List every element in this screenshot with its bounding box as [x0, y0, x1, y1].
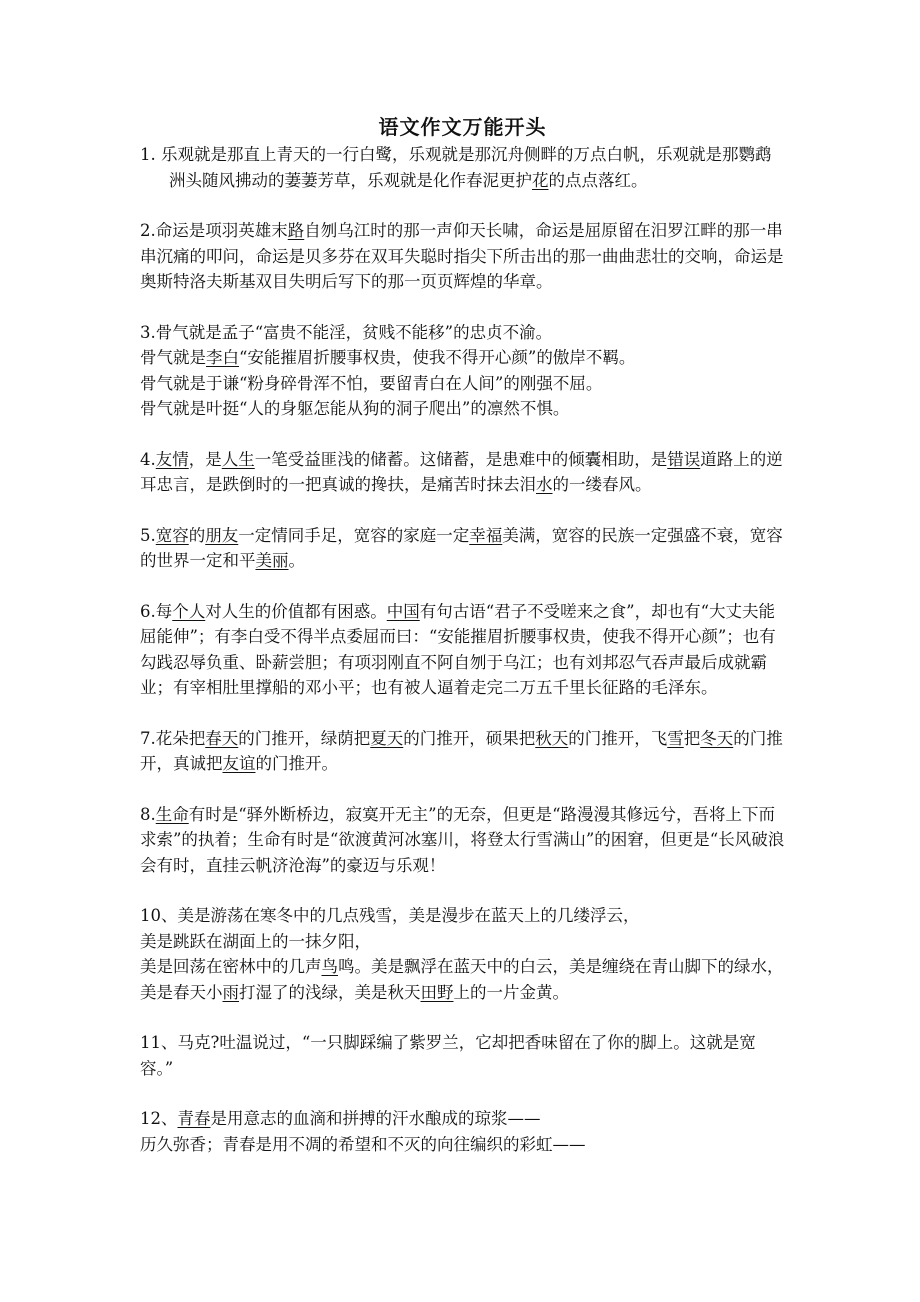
document-body: [140, 142, 785, 1157]
paragraph-line: 骨气就是李白“安能摧眉折腰事权贵，使我不得开心颜”的傲岸不羁。: [140, 348, 636, 367]
underlined-term: 友谊: [222, 754, 256, 773]
paragraph-line: 8.生命有时是“驿外断桥边，寂寞开无主”的无奈，但更是“路漫漫其修远兮，吾将上下而求索”的执着；生命有时是“欲渡黄河冰塞川，将登太行雪满山”的困窘，但更是“长风破浪会有时，直挂云帆济沧海”的豪迈与乐观！: [140, 804, 785, 875]
underlined-term: 李白: [206, 348, 239, 367]
underlined-term: 雪: [667, 728, 684, 748]
paragraph-line: 11、马克?吐温说过，“一只脚踩编了紫罗兰，它却把香味留在了你的脚上。这就是宽容。”: [140, 1033, 756, 1078]
paragraph-line: 骨气就是叶挺“人的身躯怎能从狗的洞子爬出”的凛然不惧。: [140, 399, 570, 418]
underlined-term: 美丽: [255, 551, 289, 570]
paragraph-gap: [140, 878, 785, 903]
underlined-term: 个人: [172, 601, 206, 621]
paragraph-line: 美是回荡在密林中的几声鸟鸣。美是飘浮在蓝天中的白云，美是缠绕在青山脚下的绿水，美是春天小雨打湿了的浅绿，美是秋天田野上的一片金黄。: [140, 957, 784, 1002]
underlined-term: 夏天: [370, 728, 404, 748]
paragraph-line: 6.每个人对人生的价值都有困惑。中国有句古语“君子不受嗟来之食”，却也有“大丈夫能屈能伸”；有李白受不得半点委屈而曰：“安能摧眉折腰事权贵，使我不得开心颜”；也有勾践忍辱负重、卧薪尝胆；有项羽刚直不阿自刎于乌江；也有刘邦忍气吞声最后成就霸业；有宰相肚里撑船的邓小平；也有被人逼着走完二万五千里长征路的毛泽东。: [140, 601, 776, 697]
underlined-term: 雨: [222, 982, 239, 1002]
underlined-term: 春天: [205, 728, 239, 748]
paragraph-line: 7.花朵把春天的门推开，绿荫把夏天的门推开，硕果把秋天的门推开，飞雪把冬天的门推开，真诚把友谊的门推开。: [140, 728, 783, 773]
underlined-term: 中国: [386, 601, 420, 621]
paragraph-line: 2.命运是项羽英雄末路自刎乌江时的那一声仰天长啸，命运是屈原留在汨罗江畔的那一串串沉痛的叩问，命运是贝多芬在双耳失聪时指尖下所击出的那一曲曲悲壮的交响，命运是奥斯特洛夫斯基双目失明后写下的那一页页辉煌的华章。: [140, 221, 784, 291]
paragraph-line: 历久弥香；青春是用不凋的希望和不灭的向往编织的彩虹——: [140, 1134, 586, 1154]
underlined-term: 路: [287, 221, 305, 240]
paragraph-line: 4.友情，是人生一笔受益匪浅的储蓄。这储蓄，是患难中的倾囊相助，是错误道路上的逆耳忠言，是跌倒时的一把真诚的搀扶，是痛苦时抹去泪水的一缕春风。: [140, 449, 783, 494]
paragraph-line: 骨气就是于谦“粉身碎骨浑不怕，要留青白在人间”的刚强不屈。: [140, 373, 603, 393]
underlined-term: 鸟: [321, 957, 338, 976]
paragraph-line: 1. 乐观就是那直上青天的一行白鹭，乐观就是那沉舟侧畔的万点白帆，乐观就是那鹦鹉洲头随风拂动的萋萋芳草，乐观就是化作春泥更护花的点点落红。: [140, 145, 772, 190]
paragraph: [140, 447, 785, 498]
underlined-term: 田野: [420, 982, 454, 1002]
paragraph-line: 3.骨气就是孟子“富贵不能淫，贫贱不能移”的忠贞不渝。: [140, 322, 553, 342]
document-page: [140, 112, 785, 1157]
paragraph: [140, 320, 785, 422]
underlined-term: 错误: [667, 449, 701, 469]
paragraph-gap: [140, 295, 785, 320]
underlined-term: 宽容: [155, 525, 189, 545]
paragraph: [140, 802, 785, 879]
paragraph-gap: [140, 1005, 785, 1030]
paragraph-gap: [140, 1081, 785, 1106]
underlined-term: 秋天: [535, 728, 569, 748]
paragraph-line: 12、青春是用意志的血滴和拼搏的汗水酿成的琼浆——: [140, 1109, 541, 1128]
paragraph-gap: [140, 498, 785, 523]
underlined-term: 幸福: [469, 525, 503, 545]
document-title: 语文作文万能开头: [378, 115, 547, 139]
underlined-term: 人生: [221, 449, 255, 469]
paragraph: [140, 903, 785, 1005]
paragraph: [140, 599, 785, 701]
paragraph-gap: [140, 574, 785, 599]
underlined-term: 冬天: [700, 728, 734, 748]
paragraph-line: 美是跳跃在湖面上的一抹夕阳，: [140, 931, 371, 951]
paragraph-gap: [140, 193, 785, 218]
underlined-term: 青春: [177, 1109, 211, 1128]
paragraph: [140, 726, 785, 777]
paragraph: [140, 142, 785, 193]
paragraph: [140, 1030, 785, 1081]
underlined-term: 花: [532, 170, 549, 190]
paragraph-line: 5.宽容的朋友一定情同手足，宽容的家庭一定幸福美满，宽容的民族一定强盛不衰，宽容的世界一定和平美丽。: [140, 525, 783, 570]
underlined-term: 友情: [155, 449, 189, 469]
underlined-term: 水: [536, 475, 553, 494]
paragraph: [140, 523, 785, 574]
paragraph-gap: [140, 701, 785, 726]
paragraph: [140, 218, 785, 295]
paragraph: [140, 1106, 785, 1157]
paragraph-gap: [140, 422, 785, 447]
paragraph-line: 10、美是游荡在寒冬中的几点残雪，美是漫步在蓝天上的几缕浮云，: [140, 906, 640, 925]
underlined-term: 朋友: [205, 525, 239, 545]
underlined-term: 生命: [155, 804, 189, 824]
paragraph-gap: [140, 777, 785, 802]
